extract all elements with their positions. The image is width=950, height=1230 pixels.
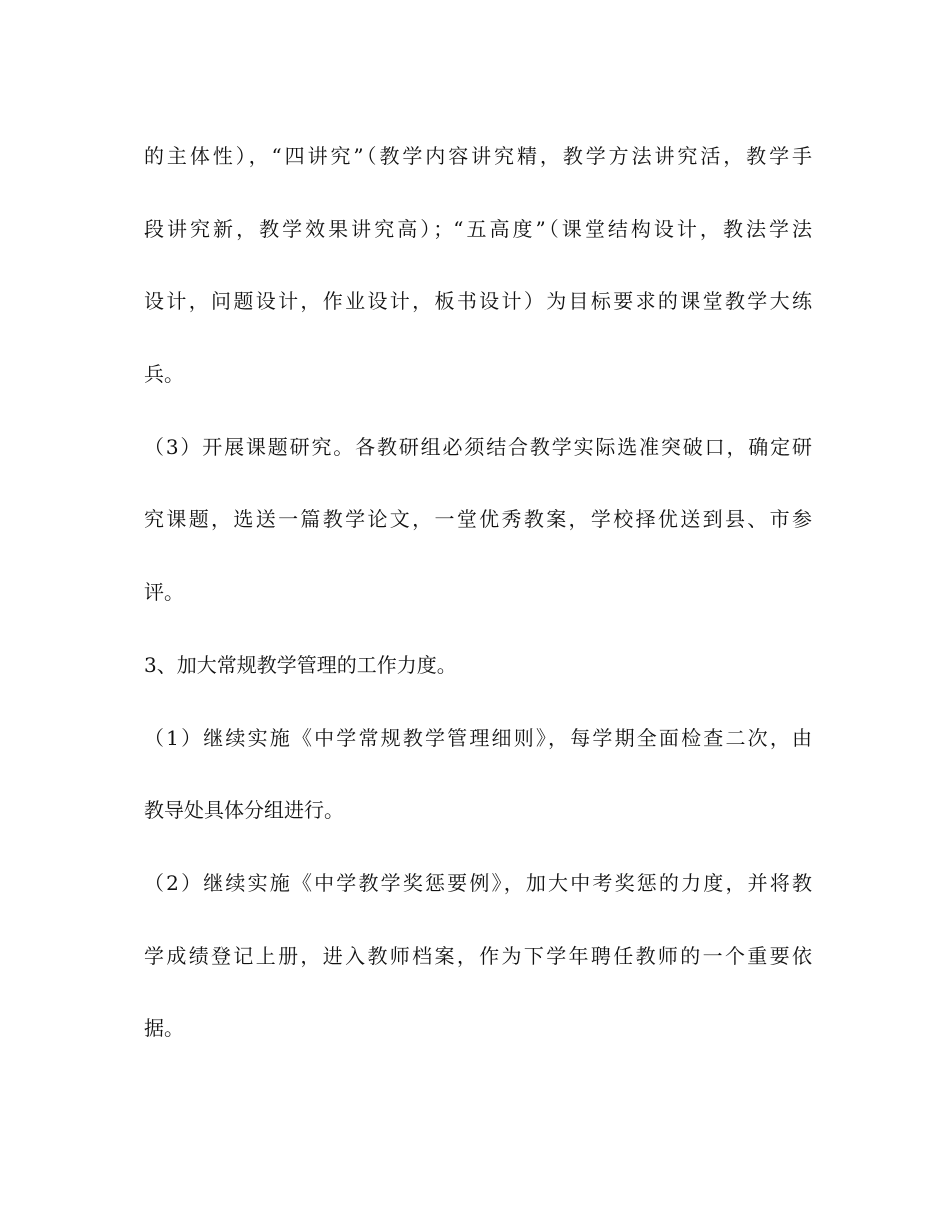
text-line: （2）继续实施《中学教学奖惩要例》，加大中考奖惩的力度，并将教	[144, 870, 812, 895]
text-line: 教导处具体分组进行。	[144, 798, 344, 823]
text-line: 兵。	[144, 362, 184, 387]
document-body	[144, 136, 812, 1081]
text-line: （1）继续实施《中学常规教学管理细则》，每学期全面检查二次，由	[144, 725, 812, 750]
text-line: 段讲究新，教学效果讲究高）；“五高度”（课堂结构设计，教法学法	[144, 216, 812, 241]
text-line: 评。	[144, 580, 184, 605]
text-line: 的主体性），“四讲究”（教学内容讲究精，教学方法讲究活，教学手	[144, 144, 812, 168]
text-line: 学成绩登记上册，进入教师档案，作为下学年聘任教师的一个重要依	[144, 943, 812, 968]
section-heading: 3、加大常规教学管理的工作力度。	[144, 652, 457, 677]
text-line: 究课题，选送一篇教学论文，一堂优秀教案，学校择优送到县、市参	[144, 507, 812, 532]
text-line: 设计，问题设计，作业设计，板书设计）为目标要求的课堂教学大练	[144, 289, 812, 314]
text-line: （3）开展课题研究。各教研组必须结合教学实际选准突破口，确定研	[144, 434, 812, 459]
text-line: 据。	[144, 1016, 184, 1041]
